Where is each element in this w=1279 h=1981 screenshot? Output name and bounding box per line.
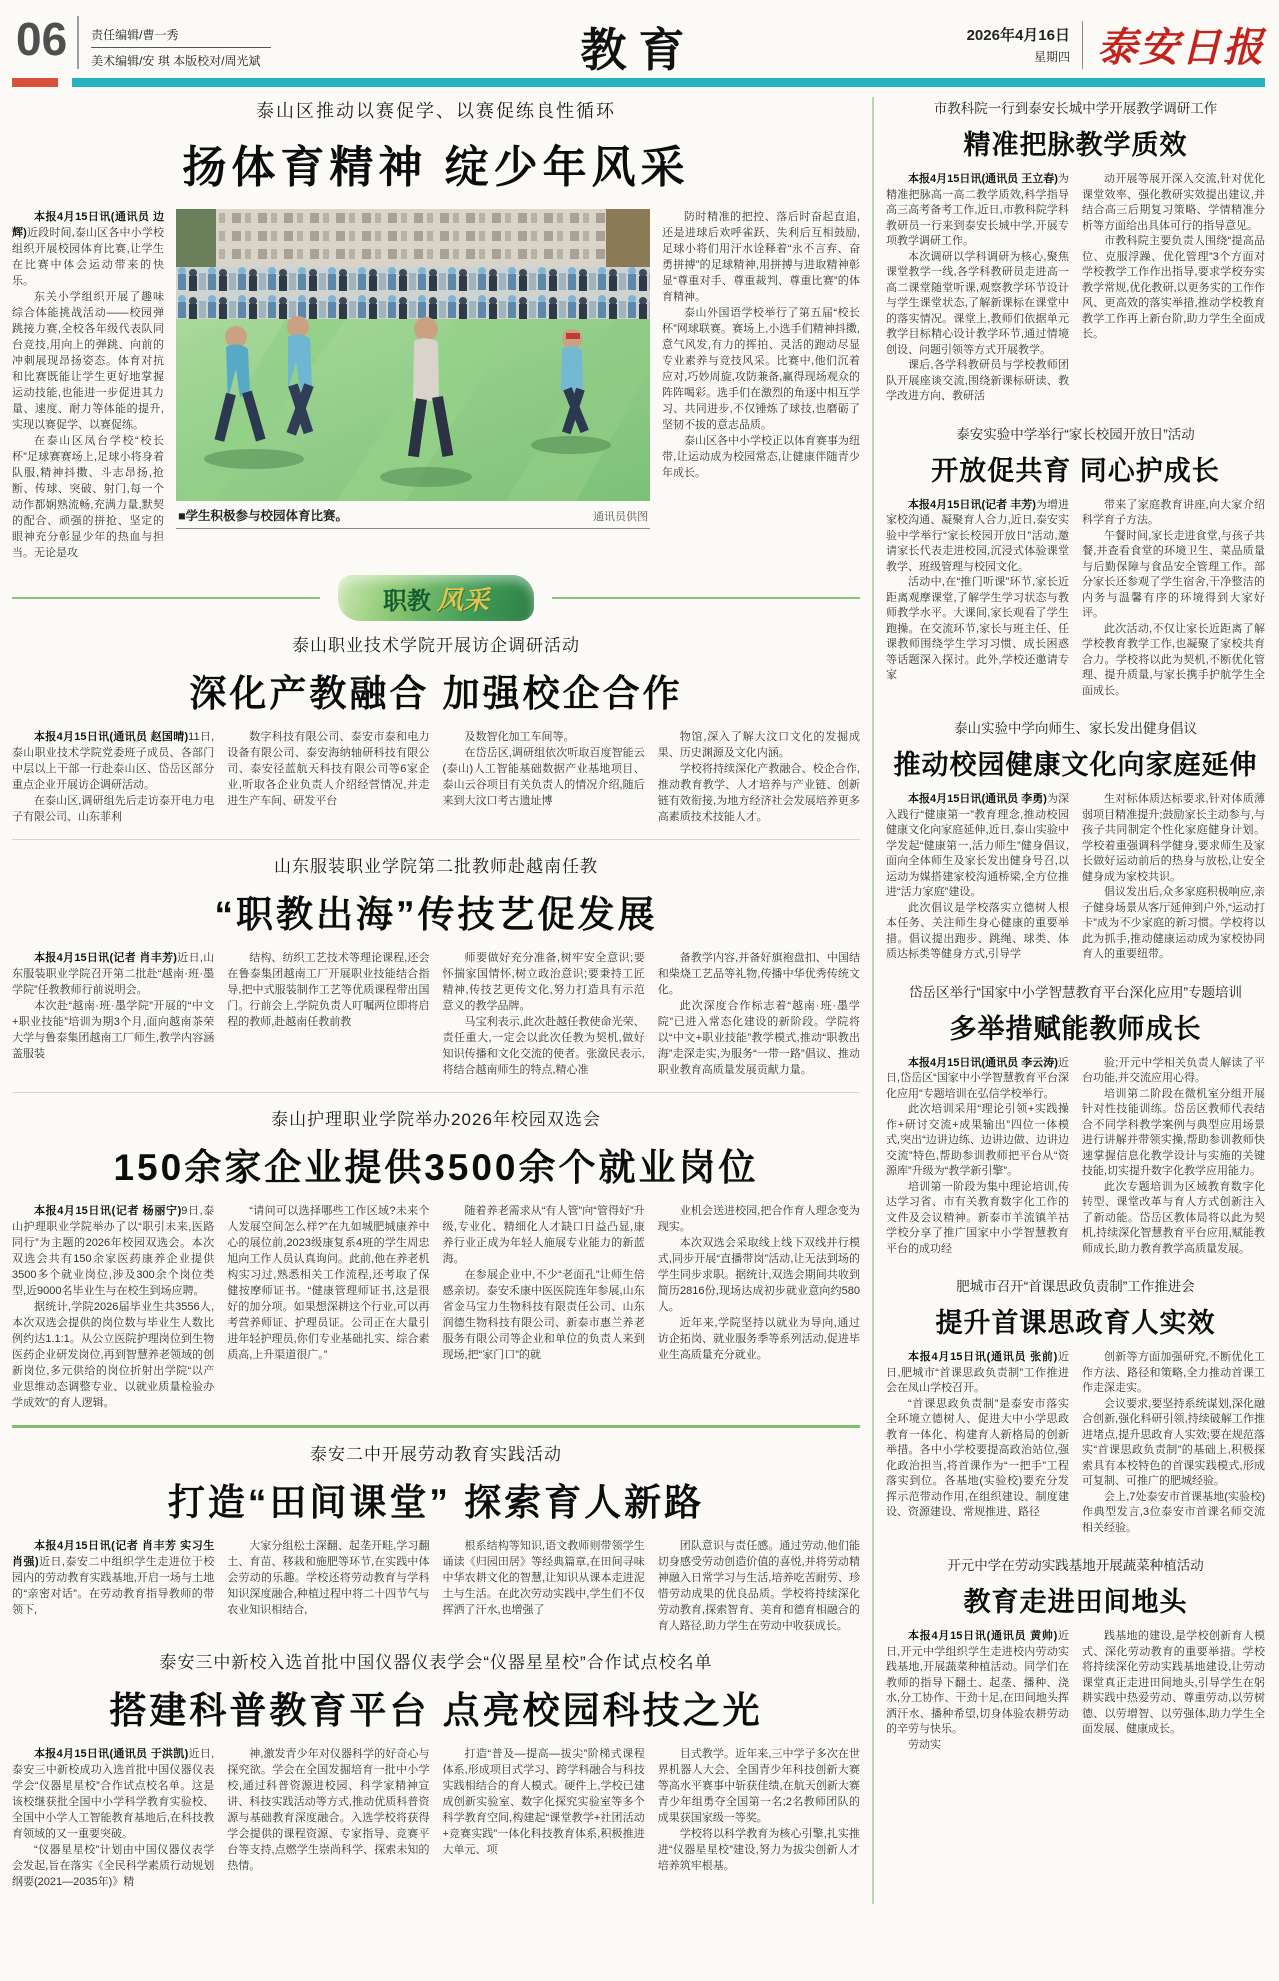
body-column: 本报4月15日讯(通讯员 王立春)为精准把脉高一高二教学质效,科学指导高三高考备考工作,近日,市教科院学科教研员一行来到泰安长城中学,开展专项教学调研工作。 本次调研以学科调研为核心,聚焦课堂教学一线,各学科教研员走进高一高二课堂随堂听课,观察教学环节设计与学生课堂状态,了解新课标在课堂中的落实情况。课堂上,教师们依据单元教学目标精心设计教学环节,通过情境创设、问题引领等方式开展教学。 课后,各学科教研员与学校教师团队开展座谈交流,围绕新课标研读、教学改进方向、教研活 (886, 173, 1069, 402)
body-column: 本报4月15日讯(记者 肖丰芳)近日,山东服装职业学院召开第二批赴“越南·班·墨学院”任教教师行前说明会。 本次赴“越南·班·墨学院”开展的“中文+职业技能”培训为期3个月,面向越南茶荣大学与鲁泰集团越南工厂师生,教学内容涵盖服装 (12, 952, 215, 1060)
article-kicker: 泰安实验中学举行“家长校园开放日”活动 (956, 426, 1195, 442)
left-region (12, 97, 860, 1904)
section-title: 教育 (580, 25, 697, 76)
body-column: 动开展等展开深入交流,针对优化课堂效率、强化教研实效提出建议,并结合高三后期复习策略、学情精准分析等方面给出具体可行的指导意见。 市教科院主要负责人围绕“提高品位、克服浮躁、优化管理”3个方面对学校教学工作作出指导,要求学校夯实教学常规,优化教研,以更务实的工作作风、更高效的落实举措,推动学校教育教学工作再上新台阶,助力学生全面成长。 (1082, 173, 1265, 340)
section-divider-green (12, 1425, 860, 1428)
credit-line-2: 美术编辑/安 琪 本版校对/周光斌 (91, 54, 261, 68)
body-column: 本报4月15日讯(通讯员 李云涛)近日,岱岳区“国家中小学智慧教育平台深化应用”专题培训在弘信学校举行。 此次培训采用“理论引领+实践操作+研讨交流+成果输出”四位一体模式,突出“边讲边练、边讲边做、边讲边交流”特色,帮助参训教师把平台从“资源库”升级为“教学新引擎”。 培训第一阶段为集中理论培训,传达学习省、市有关教育数字化工作的文件及会议精神。新泰市羊流镇羊祜学校分享了推广国家中小学智慧教育平台的成功经 (886, 1056, 1069, 1255)
red-accent-bar (12, 78, 58, 87)
date-text: 2026年4月16日 (966, 27, 1070, 44)
body-column: 团队意识与责任感。通过劳动,他们能切身感受劳动创造价值的喜悦,并将劳动精神融入日常学习与生活,培养吃苦耐劳、珍惜劳动成果的优良品质。学校将持续深化劳动教育,探索智育、美育和德育相融合的育人路径,助力学生在劳动中收获成长。 (657, 1540, 860, 1632)
photo-block (176, 209, 650, 561)
article-kicker: 泰安三中新校入选首批中国仪器仪表学会“仪器星星校”合作试点校名单 (159, 1653, 713, 1672)
photo-credit: 通讯员供图 (593, 511, 648, 523)
body-column: 备教学内容,并备好旗袍盘扣、中国结和柴烧工艺品等礼物,传播中华优秀传统文化。 此次深度合作标志着“越南·班·墨学院”已进入常态化建设的新阶段。学院将以“中文+职业技能”教学模式,推动“职教出海”走深走实,为服务“一带一路”倡议、推动职业教育高质量发展贡献力量。 (657, 952, 860, 1076)
body-column: 防时精准的把控、落后时奋起直追,还是进球后欢呼雀跃、失利后互相鼓励,足球小将们用汗水诠释着“永不言弃、奋勇拼搏”的足球精神,用拼搏与进取精神彰显“尊重对手、尊重裁判、尊重比赛”的体育精神。 泰山外国语学校举行了第五届“校长杯”网球联赛。赛场上,小选手们精神抖擞,意气风发,有力的挥拍、灵活的跑动尽显专业素养与竞技风采。比赛中,他们沉着应对,巧妙周旋,攻防兼备,赢得现场观众的阵阵喝彩。选手们在激烈的角逐中相互学习、共同进步,不仅锤炼了球技,也磨砺了坚韧不拔的意志品质。 泰山区各中小学校正以体育赛事为纽带,让运动成为校园常态,让健康伴随青少年成长。 (662, 211, 860, 479)
date-block (967, 24, 1082, 65)
body-column: 验;开元中学相关负责人解读了平台功能,并交流应用心得。 培训第二阶段在微机室分组开展针对性技能训练。岱岳区教师代表结合不同学科教学案例与典型应用场景进行讲解并带领实操,帮助参训教师快速掌握信息化教学设计与实施的关键技能,切实提升数字化教学应用能力。 此次专题培训为区域教育数字化转型、课堂改革与育人方式创新注入了新动能。岱岳区教体局将以此为契机,持续深化智慧教育平台应用,赋能教师成长,助力教育教学高质量发展。 (1082, 1056, 1265, 1255)
article-vegetable-planting (886, 1554, 1265, 1753)
main-content (12, 97, 1265, 1904)
article-body (12, 1746, 860, 1890)
body-column: 结构、纺织工艺技术等理论课程,还会在鲁泰集团越南工厂开展职业技能结合指导,把中式服装制作工艺等优质课程带出国门。行前会上,学院负责人叮嘱两位即将启程的教师,赴越南任教前教 (227, 952, 430, 1028)
article-kicker: 开元中学在劳动实践基地开展蔬菜种植活动 (947, 1558, 1204, 1573)
editor-credits (77, 16, 271, 69)
body-column: 本报4月15日讯(通讯员 张前)近日,肥城市“首课思政负责制”工作推进会在凤山学校召开。 “首课思政负责制”是泰安市落实全环境立德树人、促进大中小学思政教育一体化、构建育人新格局的创新举措。各中小学校要提高政治站位,强化政治担当,将首课作为“一把手”工程落实到位。各基地(实验校)要充分发挥示范带动作用,在组织建设、制度建设、资源建设、常规推进、路径 (886, 1351, 1069, 1518)
body-column-left (12, 209, 164, 561)
article-headline: 教育走进田间地头 (963, 1587, 1188, 1617)
article-kicker: 岱岳区举行“国家中小学智慧教育平台深化应用”专题培训 (909, 984, 1242, 1000)
article-science-platform (12, 1648, 860, 1890)
article-kicker: 山东服装职业学院第二批教师赴越南任教 (274, 857, 598, 876)
body-column: 生对标体质达标要求,针对体质薄弱项目精准提升;鼓励家长主动参与,与孩子共同制定个性化家庭健身计划。学校着重强调科学健身,要求师生及家长做好运动前后的热身与放松,让安全健身成为家校共识。 倡议发出后,众多家庭积极响应,亲子健身场景从客厅延伸到户外,“运动打卡”成为不少家庭的新习惯。学校将以此为抓手,推动健康运动成为家校协同育人的重要纽带。 (1082, 793, 1265, 960)
vocational-education-banner (12, 575, 860, 621)
article-body (886, 1350, 1265, 1536)
sports-photo-illustration (176, 209, 650, 501)
body-column: 践基地的建设,是学校创新育人模式、深化劳动教育的重要举措。学校将持续深化劳动实践基地建设,让劳动课堂真正走进田间地头,引导学生在躬耕实践中热爱劳动、尊重劳动,以劳树德、以劳增智、以劳强体,助力学生全面发展、健康成长。 (1082, 1630, 1265, 1735)
article-divider (12, 1092, 860, 1093)
article-teaching-quality (886, 97, 1265, 405)
article-headline: 精准把脉教学质效 (963, 130, 1188, 160)
article-body (886, 1629, 1265, 1753)
body-column: 本报4月15日讯(通讯员 于洪凯)近日,泰安三中新校成功入选首批中国仪器仪表学会“仪器星星校”合作试点校名单。这是该校继获批全国中小学科学教育实验校、全国中小学人工智能教育基地后,在科技教育领域的又一重要突破。 “仪器星星校”计划由中国仪器仪表学会发起,旨在落实《全民科学素质行动规划纲要(2021—2035年)》精 (12, 1748, 215, 1888)
article-body (12, 1538, 860, 1634)
article-job-fair (12, 1105, 860, 1411)
article-body (886, 172, 1265, 405)
article-kicker: 泰山区推动以赛促学、以赛促练良性循环 (256, 101, 616, 121)
article-headline: 提升首课思政育人实效 (935, 1308, 1216, 1338)
body-column-right (662, 209, 860, 561)
body-column: 打造“普及—提高—拔尖”阶梯式课程体系,形成项目式学习、跨学科融合与科技实践相结合的育人模式。硬件上,学校已建成创新实验室、数字化探究实验室等多个科学教育空间,构建起“课堂教学+社团活动+竞赛实践”一体化科技教育体系,积极推进大单元、项 (442, 1748, 645, 1856)
body-column: 及数智化加工车间等。 在岱岳区,调研组依次听取百度智能云(泰山)人工智能基础数据产业基地项目、泰山云谷项目有关负责人的情况介绍,随后来到大汶口考古遗址博 (442, 731, 645, 807)
body-column: 本报4月15日讯(记者 肖丰芳 实习生 肖强)近日,泰安二中组织学生走进位于校园内的劳动教育实践基地,开启一场与土地的“亲密对话”。在劳动教育指导教师的带领下, (12, 1540, 215, 1616)
article-fitness-initiative (886, 717, 1265, 963)
body-column: 本报4月15日讯(通讯员 赵国晴)11日,泰山职业技术学院党委班子成员、各部门中层以上干部一行赴泰山区、岱岳区部分重点企业开展访企调研活动。 在泰山区,调研组先后走访泰开电力电子有限公司、山东菲利 (12, 731, 215, 823)
body-column: 本报4月15日讯(通讯员 李勇)为深入践行“健康第一”教育理念,推动校园健康文化向家庭延伸,近日,泰山实验中学发起“健康第一,活力师生”健身倡议,面向全体师生及家长发出健身号召,以运动为媒搭建家校沟通桥梁,全方位推进“活力家庭”建设。 此次倡议是学校落实立德树人根本任务、关注师生身心健康的重要举措。倡议提出跑步、跳绳、球类、体质达标类等健身方式,引导学 (886, 793, 1069, 960)
article-headline: 150余家企业提供3500余个就业岗位 (113, 1147, 759, 1188)
article-kicker: 泰山职业技术学院开展访企调研活动 (292, 636, 580, 655)
article-kicker: 泰安二中开展劳动教育实践活动 (310, 1445, 562, 1464)
article-headline: 深化产教融合 加强校企合作 (189, 673, 683, 714)
body-column: 本报4月15日讯(记者 杨丽宁)9日,泰山护理职业学院举办了以“职引未来,医路同行”为主题的2026年校园双选会。本次双选会共有150余家医药康养企业提供3500多个就业岗位,涉及300余个岗位类型,近9000名毕业生与在校生到场应聘。 据统计,学院2026届毕业生共3556人,本次双选会提供的岗位数与毕业生人数比例约达1.1:1。从公立医院护理岗位到生物医药企业研发岗位,再到智慧养老领域的创新岗位,多元供给的岗位折射出学院“以产业思维动态调整专业、以就业质量检验办学成效”的育人逻辑。 (12, 1205, 215, 1409)
photo-caption-row (176, 501, 650, 529)
body-column: 带来了家庭教育讲座,向大家介绍科学育子方法。 午餐时间,家长走进食堂,与孩子共餐,并查看食堂的环境卫生、菜品质量与后勤保障与食品安全管理工作。部分家长还参观了学生宿舍,干净整洁的内务与温馨有序的环境得到大家好评。 此次活动,不仅让家长近距离了解学校教育教学工作,也凝聚了家校共育合力。学校将以此为契机,不断优化管理、提升质量,与家长携手护航学生全面成长。 (1082, 498, 1265, 697)
credit-line-1: 责任编辑/曹一秀 (91, 26, 271, 48)
banner-line-right (552, 597, 860, 599)
vocational-education-badge (338, 575, 534, 621)
article-teacher-training (886, 981, 1265, 1258)
body-column: 本报4月15日讯(记者 丰芳)为增进家校沟通、凝聚育人合力,近日,泰安实验中学举行“家长校园开放日”活动,邀请家长代表走进校园,沉浸式体验课堂教学、班级管理与校园文化。 活动中,在“推门听课”环节,家长近距离观摩课堂,了解学生学习状态与教师教学水平。大课间,家长观看了学生跑操。在交流环节,家长与班主任、任课教师围绕学生学习习惯、成长困惑等话题深入探讨。此外,学校还邀请专家 (886, 498, 1069, 681)
article-labor-education (12, 1440, 860, 1634)
photo-caption: ■学生积极参与校园体育比赛。 (178, 509, 349, 523)
article-body (12, 729, 860, 825)
article-headline: 搭建科普教育平台 点亮校园科技之光 (109, 1690, 763, 1731)
body-column: 创新等方面加强研究,不断优化工作方法、路径和策略,全力推动首课工作走深走实。 会议要求,要坚持系统谋划,深化融合创新,强化科研引领,持续破解工作推进堵点,提升思政育人实效;要在规范落实“首课思政负责制”的基础上,积极探索具有本校特色的首课实践模式,形成可复制、可推广的肥城经验。 会上,7处泰安市首课基地(实验校)作典型发言,3位泰安市首课名师交流相关经验。 (1082, 1351, 1265, 1534)
article-open-day (886, 423, 1265, 700)
body-column: 数字科技有限公司、泰安市泰和电力设备有限公司、泰安海纳轴研科技有限公司、泰安径蓝航天科技有限公司等6家企业,听取各企业负责人介绍经营情况,并走进生产车间、研发平台 (227, 731, 430, 807)
article-kicker: 泰山护理职业学院举办2026年校园双选会 (271, 1110, 601, 1129)
body-column: 根系结构等知识,语文教师则带领学生诵读《归园田居》等经典篇章,在田间寻味中华农耕文化的智慧,让知识从课本走进泥土与生活。在此次劳动实践中,学生们不仅挥洒了汗水,也增强了 (442, 1540, 645, 1616)
article-headline: 多举措赋能教师成长 (949, 1013, 1202, 1044)
article-body (886, 1056, 1265, 1258)
sports-photo (176, 209, 650, 501)
body-column: “请问可以选择哪些工作区域?未来个人发展空间怎么样?”在九如城肥城康养中心的展位前,2023级康复系4班的学生周忠旭向工作人员认真询问。此前,他在养老机构实习过,熟悉相关工作流程,还考取了保健按摩师证书。“健康管理师证书,这是很好的加分项。如果想深耕这个行业,可以再考营养师证、护理员证。公司正在大量引进年轻护理员,你们专业基础扎实、综合素质高,上升渠道很广。” (227, 1205, 430, 1361)
article-kicker: 肥城市召开“首课思政负责制”工作推进会 (956, 1279, 1195, 1294)
right-rail (872, 97, 1265, 1904)
article-body (12, 209, 860, 561)
article-industry-education (12, 631, 860, 825)
article-headline: 打造“田间课堂” 探索育人新路 (167, 1482, 705, 1523)
body-column: 本报4月15日讯(通讯员 黄帅)近日,开元中学组织学生走进校内劳动实践基地,开展蔬菜种植活动。同学们在教师的指导下翻土、起垄、播种、浇水,分工协作、干劲十足,在田间地头挥洒汗水、播种希望,切身体验农耕劳动的辛劳与快乐。 劳动实 (886, 1630, 1069, 1751)
badge-text-1: 职教 (382, 587, 431, 615)
badge-text-2: 风采 (436, 584, 489, 615)
article-kicker: 市教科院一行到泰安长城中学开展教学调研工作 (933, 101, 1218, 116)
article-body (886, 792, 1265, 963)
article-headline: 推动校园健康文化向家庭延伸 (893, 750, 1258, 780)
body-column: 大家分组松土深翻、起垄开畦,学习翻土、育苗、移栽和施肥等环节,在实践中体会劳动的乐趣。学校还将劳动教育与学科知识深度融合,种植过程中将二十四节气与农业知识相结合, (227, 1540, 430, 1616)
weekday-text: 星期四 (1033, 50, 1070, 64)
article-headline: 扬体育精神 绽少年风采 (182, 143, 690, 192)
article-vocational-abroad (12, 852, 860, 1078)
body-column: 神,激发青少年对仪器科学的好奇心与探究欲。学会在全国发掘培育一批中小学校,通过科普资源进校园、科学家精神宣讲、科技实践活动等方式,推动优质科普资源与基础教育深度融合。入选学校将获得学会提供的课程资源、专家指导、竞赛平台等支持,点燃学生崇尚科学、探索未知的热情。 (227, 1748, 430, 1872)
header-right (967, 16, 1265, 73)
article-first-class-ideology (886, 1275, 1265, 1536)
article-body (12, 1203, 860, 1411)
article-kicker: 泰山实验中学向师生、家长发出健身倡议 (954, 721, 1197, 736)
article-sports (12, 97, 860, 561)
article-body (12, 950, 860, 1078)
body-column: 师要做好充分准备,树牢安全意识;要怀揣家国情怀,树立政治意识;要秉持工匠精神,传技艺更传文化,努力打造具有示范意义的教学品牌。 马宝利表示,此次赴越任教使命光荣、责任重大,一定会以此次任教为契机,做好知识传播和文化交流的使者。张潋民表示,将结合越南师生的特点,精心准 (442, 952, 645, 1076)
page-header (12, 10, 1265, 76)
banner-line-left (12, 597, 320, 599)
body-column: 目式教学。近年来,三中学子多次在世界机器人大会、全国青少年科技创新大赛等高水平赛事中斩获佳绩,在航天创新大赛青少年组勇夺全国第一名;2名教师团队的成果获国家级一等奖。 学校将以科学教育为核心引擎,扎实推进“仪器星星校”建设,努力为拔尖创新人才培养筑牢根基。 (657, 1748, 860, 1872)
body-column: 本报4月15日讯(通讯员 边辉)近段时间,泰山区各中小学校组织开展校园体育比赛,让学生在比赛中体会运动带来的快乐。 东关小学组织开展了趣味综合体能挑战活动——校园弹跳接力赛,全校各年级代表队同台竞技,用向上的弹跳、向前的冲刺展现昂扬姿态。体育对抗和比赛既能让学生更好地掌握运动技能,也能进一步促进其力量、速度、耐力等体能的提升,实现以赛促学、以赛促练。 在泰山区凤台学校“校长杯”足球赛赛场上,足球小将身着队服,精神抖擞、斗志昂扬,抢断、传球、突破、射门,每一个动作都娴熟流畅,充满力量,默契的配合、顽强的拼抢、坚定的眼神充分彰显少年的热血与担当。无论是攻 (12, 211, 164, 559)
article-headline: 开放促共育 同心护成长 (931, 455, 1220, 486)
article-headline: “职教出海”传技艺促发展 (214, 894, 658, 935)
page-number: 06 (16, 13, 68, 65)
body-column: 业机会送进校园,把合作育人理念变为现实。 本次双选会采取线上线下双线并行模式,同步开展“直播带岗”活动,让无法到场的学生同步求职。据统计,双选会期间共收到简历2816份,现场达成初步就业意向约580人。 近年来,学院坚持以就业为导向,通过访企拓岗、就业服务季等系列活动,促进毕业生高质量充分就业。 (657, 1205, 860, 1361)
article-body (886, 498, 1265, 700)
body-column: 随着养老需求从“有人管”向“管得好”升级,专业化、精细化人才缺口日益凸显,康养行业正成为年轻人施展专业能力的新蓝海。 在参展企业中,不少“老面孔”让师生倍感亲切。泰安禾康中医医院连年参展,山东省金马宝力生物科技有限责任公司、山东润德生物科技有限公司、新泰市惠兰养老服务有限公司等企业和单位的负责人来到现场,把“家门口”的就 (442, 1205, 645, 1361)
body-column: 物馆,深入了解大汶口文化的发掘成果、历史渊源及文化内涵。 学校将持续深化产教融合、校企合作,推动教育教学、人才培养与产业链、创新链有效衔接,为地方经济社会发展培养更多高素质技术技能人才。 (657, 731, 860, 823)
article-divider (12, 839, 860, 840)
newspaper-masthead: 泰安日报 (1097, 25, 1265, 70)
